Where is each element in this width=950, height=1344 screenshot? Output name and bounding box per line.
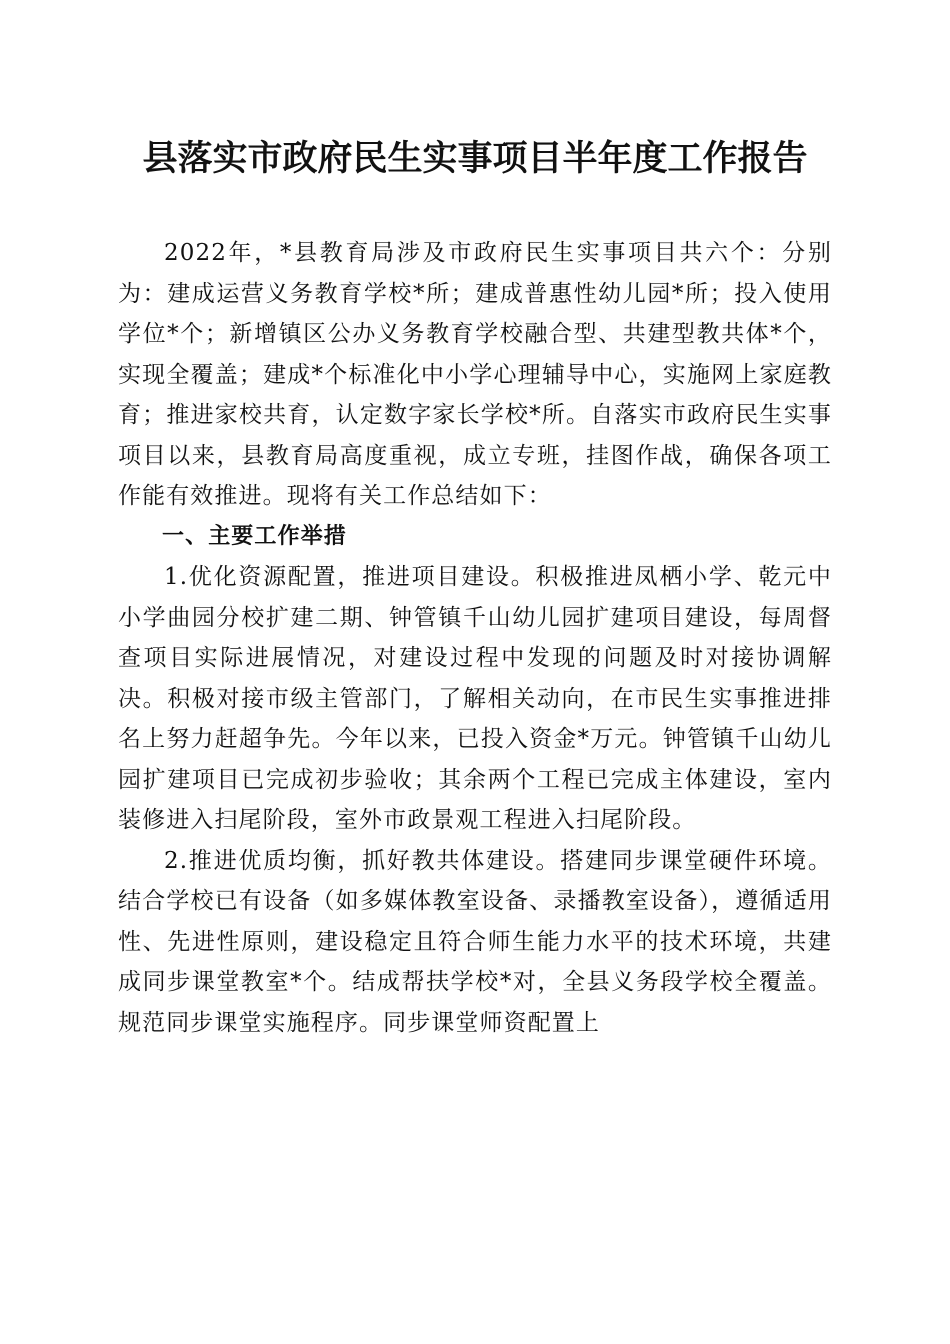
- measure-paragraph-1: 1.优化资源配置，推进项目建设。积极推进凤栖小学、乾元中小学曲园分校扩建二期、钟管镇千山幼儿园扩建项目建设，每周督查项目实际进展情况，对建设过程中发现的问题及时对接协调解决。积极对接市级主管部门，了解相关动向，在市民生实事推进排名上努力赶超争先。今年以来，已投入资金*万元。钟管镇千山幼儿园扩建项目已完成初步验收；其余两个工程已完成主体建设，室内装修进入扫尾阶段，室外市政景观工程进入扫尾阶段。: [118, 564, 832, 833]
- document-title: 县落实市政府民生实事项目半年度工作报告: [142, 138, 808, 179]
- intro-paragraph: 2022年，*县教育局涉及市政府民生实事项目共六个：分别为：建成运营义务教育学校*所；建成普惠性幼儿园*所；投入使用学位*个；新增镇区公办义务教育学校融合型、共建型教共体*个，实现全覆盖；建成*个标准化中小学心理辅导中心，实施网上家庭教育；推进家校共育，认定数字家长学校*所。自落实市政府民生实事项目以来，县教育局高度重视，成立专班，挂图作战，确保各项工作能有效推进。现将有关工作总结如下：: [118, 240, 832, 509]
- document-body: [118, 233, 832, 1043]
- section-heading-main-measures: 一、主要工作举措: [162, 523, 347, 549]
- measure-paragraph-2: 2.推进优质均衡，抓好教共体建设。搭建同步课堂硬件环境。结合学校已有设备（如多媒体教室设备、录播教室设备），遵循适用性、先进性原则，建设稳定且符合师生能力水平的技术环境，共建成同步课堂教室*个。结成帮扶学校*对，全县义务段学校全覆盖。规范同步课堂实施程序。同步课堂师资配置上: [118, 847, 832, 1036]
